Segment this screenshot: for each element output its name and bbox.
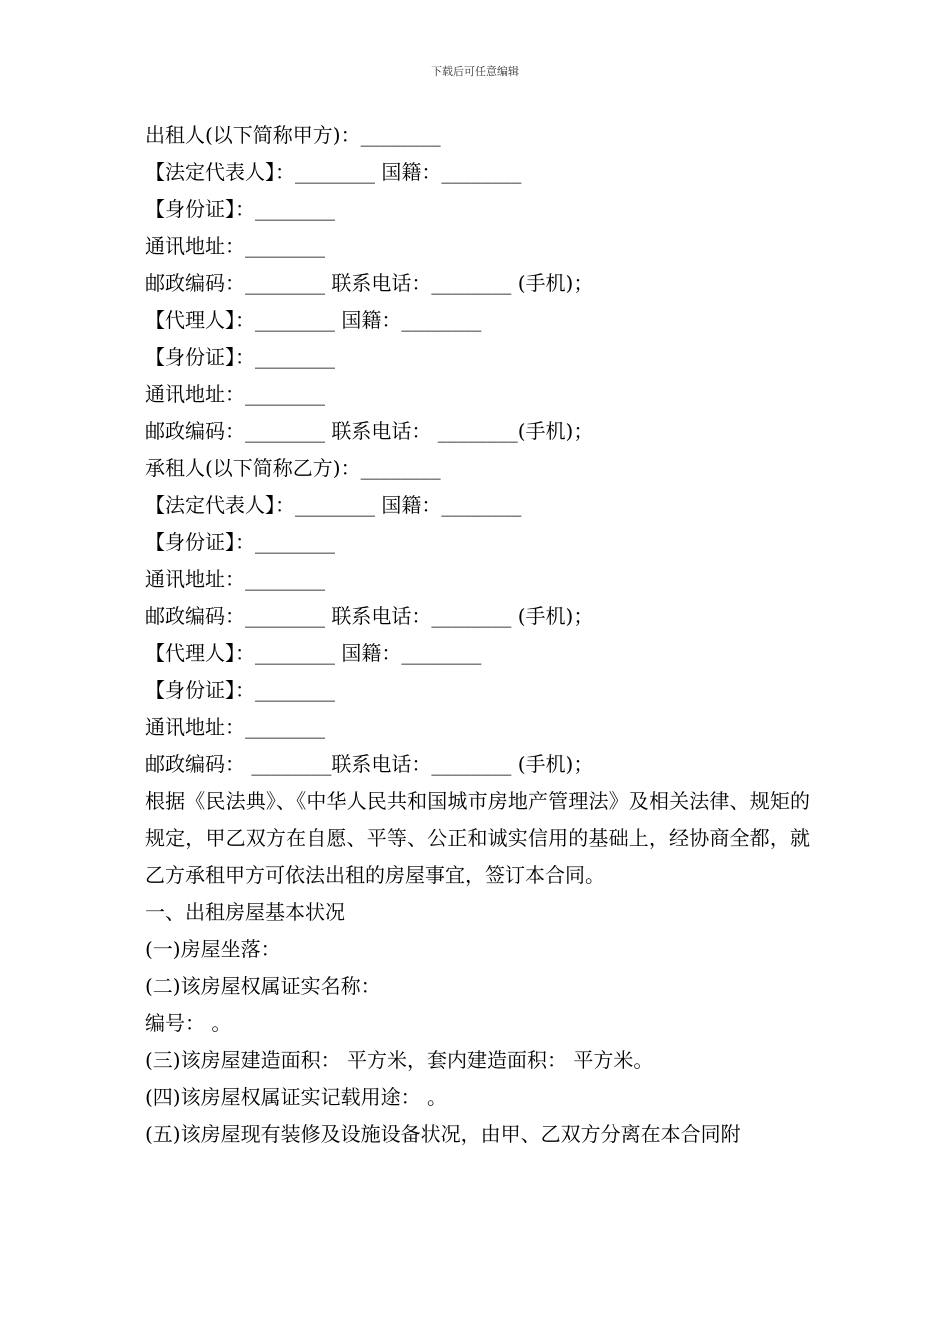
lessee-agent-address-line: 通讯地址：________	[145, 715, 325, 739]
page-header: 下载后可任意编辑	[431, 65, 519, 78]
lessee-line: 承租人(以下简称乙方)：________	[145, 456, 441, 480]
section-title: 一、出租房屋基本状况	[145, 900, 345, 924]
lessor-legal-rep-line: 【法定代表人】：________ 国籍：________	[145, 160, 522, 184]
item-certificate-name: (二)该房屋权属证实名称：	[145, 974, 381, 998]
lessee-id-line: 【身份证】：________	[145, 530, 335, 554]
item-area: (三)该房屋建造面积： 平方米，套内建造面积： 平方米。	[145, 1048, 654, 1072]
lessee-agent-postcode-phone-line: 邮政编码： ________联系电话：________ (手机)；	[145, 752, 594, 776]
item-usage: (四)该房屋权属证实记载用途： 。	[145, 1085, 447, 1109]
lessor-line: 出租人(以下简称甲方)：________	[145, 123, 441, 147]
lessee-agent-id-line: 【身份证】：________	[145, 678, 335, 702]
lessor-agent-postcode-phone-line: 邮政编码：________ 联系电话： ________(手机)；	[145, 419, 594, 443]
legal-basis-paragraph: 根据《民法典》、《中华人民共和国城市房地产管理法》及相关法律、规矩的规定，甲乙双方在自愿、平等、公正和诚实信用的基础上，经协商全都，就乙方承租甲方可依法出租的房屋事宜，签订本合同。	[145, 789, 810, 887]
lessee-agent-line: 【代理人】：________ 国籍：________	[145, 641, 482, 665]
lessor-postcode-phone-line: 邮政编码：________ 联系电话：________ (手机)；	[145, 271, 594, 295]
item-location: (一)房屋坐落：	[145, 937, 281, 961]
lessor-address-line: 通讯地址：________	[145, 234, 325, 258]
lessor-id-line: 【身份证】：________	[145, 197, 335, 221]
item-decoration: (五)该房屋现有装修及设施设备状况，由甲、乙双方分离在本合同附	[145, 1122, 741, 1146]
lessor-agent-address-line: 通讯地址：________	[145, 382, 325, 406]
lessee-legal-rep-line: 【法定代表人】：________ 国籍：________	[145, 493, 522, 517]
lessee-address-line: 通讯地址：________	[145, 567, 325, 591]
lessor-agent-id-line: 【身份证】：________	[145, 345, 335, 369]
lessor-agent-line: 【代理人】：________ 国籍：________	[145, 308, 482, 332]
lessee-postcode-phone-line: 邮政编码：________ 联系电话：________ (手机)；	[145, 604, 594, 628]
item-certificate-number: 编号： 。	[145, 1011, 232, 1035]
document-body	[145, 117, 810, 1153]
